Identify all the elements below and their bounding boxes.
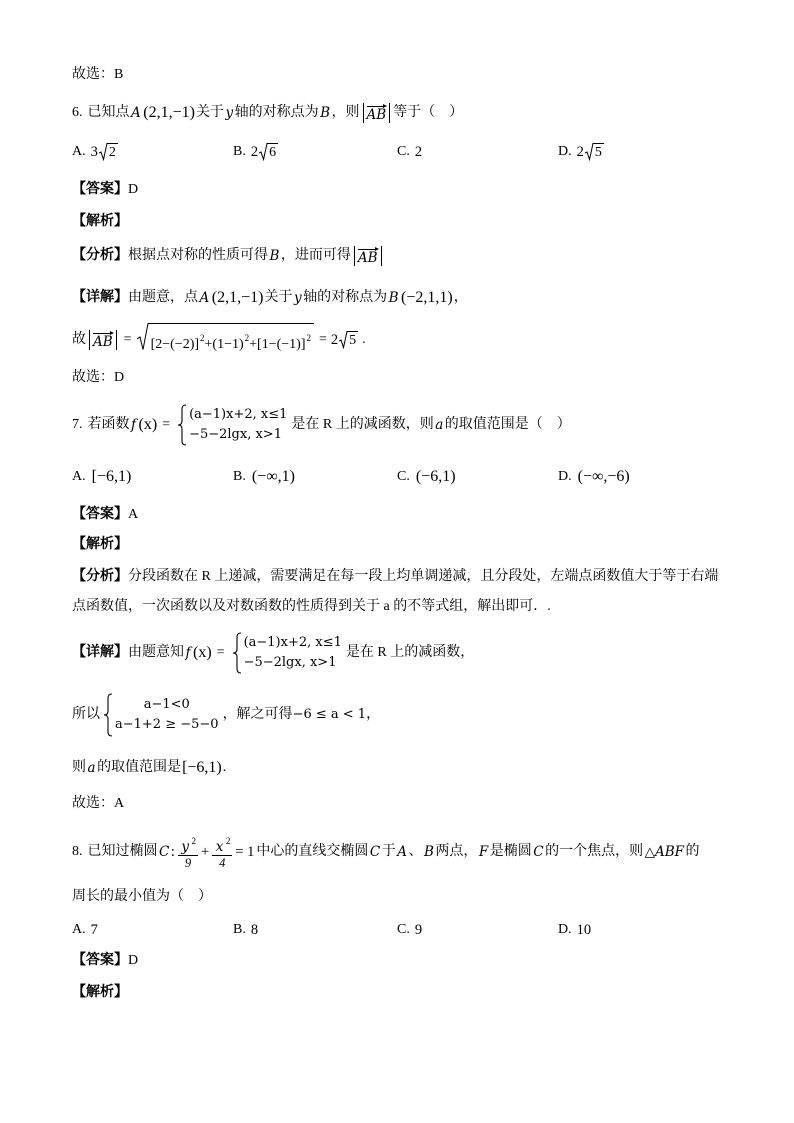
- option-letter: A.: [72, 469, 86, 484]
- vector-ab: AB: [93, 334, 113, 350]
- sqrt-expression: [137, 323, 314, 358]
- fraction-x: [212, 834, 232, 871]
- q7-option-c: [397, 467, 457, 487]
- radical-sign: [339, 331, 348, 349]
- radicand-term: [2−(−2)]: [150, 336, 200, 352]
- q8-option-d: [558, 920, 591, 940]
- left-brace: [232, 632, 242, 674]
- detail-text: 由题意知: [128, 645, 184, 660]
- equals-sign: =: [319, 332, 327, 347]
- stem-text: 的一个焦点，则: [545, 844, 644, 859]
- answer-label: 【答案】: [72, 182, 128, 197]
- stem-text: 是椭圆: [489, 844, 532, 859]
- stem-text: 轴的对称点为: [234, 105, 319, 120]
- q7-analysis-line-2: [72, 597, 551, 617]
- case-row-1: (a−1)x+2, x≤1: [189, 407, 288, 422]
- q6-option-b: [233, 142, 279, 162]
- q6-stem: [72, 103, 463, 123]
- radical-sign: [259, 143, 268, 161]
- option-coefficient: 3: [90, 144, 98, 160]
- analysis-text: 点函数值，一次函数以及对数函数的性质得到关于 a 的不等式组，解出即可．.: [72, 599, 551, 614]
- jiexi-label: 【解析】: [72, 537, 128, 552]
- q8-stem: [72, 832, 700, 872]
- option-value: 2: [414, 144, 423, 160]
- conclusion-text: 故选：A: [72, 796, 125, 811]
- detail-label: 【详解】: [72, 645, 128, 660]
- vector-magnitude: [354, 246, 382, 266]
- radicand-term: +(1−1): [204, 336, 244, 352]
- exponent: 2: [191, 835, 197, 846]
- option-value: (−6,1): [415, 468, 456, 485]
- vector-magnitude: [363, 103, 391, 123]
- detail-text: 是在 R 上的减函数，: [345, 645, 475, 660]
- q8-answer: [72, 951, 138, 971]
- stem-text: ，则: [331, 105, 360, 120]
- stem-text: 若函数: [87, 417, 130, 432]
- q7-inequality-system: [72, 690, 380, 740]
- variable-y: y: [181, 838, 190, 855]
- option-letter: B.: [233, 144, 246, 159]
- radicand: 2: [108, 145, 116, 160]
- stem-text: 等于（ ）: [393, 105, 464, 120]
- detail-text: 关于: [264, 290, 293, 305]
- stem-text: 两点，: [435, 844, 478, 859]
- radical-sign: [99, 143, 108, 161]
- ellipse-name: C: [159, 844, 170, 860]
- vector-ab: AB: [357, 250, 378, 266]
- q7-range: [72, 758, 226, 778]
- conclusion-text: 故选：D: [72, 370, 125, 385]
- answer-value: A: [128, 507, 139, 522]
- option-value: 9: [414, 922, 423, 938]
- brace-stroke: [233, 633, 241, 673]
- jiexi-label: 【解析】: [72, 214, 128, 229]
- point-b-label: B: [423, 844, 434, 860]
- vector-ab: AB: [366, 107, 387, 123]
- q6-analysis: [72, 246, 385, 266]
- equals-sign: =: [216, 645, 225, 660]
- q6-option-a: [72, 142, 119, 162]
- colon: :: [170, 844, 175, 860]
- q7-analysis-line-1: [72, 567, 718, 587]
- stem-text: 的取值范围是（ ）: [444, 417, 571, 432]
- radical-sign: [585, 143, 594, 161]
- ellipse-name: C: [369, 844, 381, 860]
- piecewise-cases: [244, 633, 342, 673]
- option-letter: C.: [397, 144, 410, 159]
- sqrt-expression: [585, 143, 604, 161]
- point-a-coords: (2,1,−1): [143, 104, 195, 121]
- analysis-label: 【分析】: [72, 248, 128, 263]
- solution-inequality: −6 ≤ a < 1: [292, 707, 367, 722]
- answer-label: 【答案】: [72, 507, 128, 522]
- analysis-text: ，进而可得: [280, 248, 351, 263]
- q8-stem-line-2: [72, 887, 212, 907]
- period: .: [222, 760, 227, 775]
- fraction-y: [178, 834, 198, 871]
- q8-option-a: [72, 920, 98, 940]
- option-letter: A.: [72, 144, 86, 159]
- answer-label: 【答案】: [72, 953, 128, 968]
- q6-detail: [72, 288, 468, 308]
- calc-prefix: 故: [72, 332, 86, 347]
- plus-sign: +: [201, 844, 210, 860]
- function-argument: (x): [138, 416, 158, 433]
- q5-conclusion: [72, 65, 123, 85]
- result-coefficient: 2: [330, 332, 339, 348]
- radicand-term: +[1−(−1)]: [249, 336, 306, 352]
- axis-label: y: [293, 290, 302, 306]
- radicand: [149, 323, 314, 358]
- option-value: 8: [250, 922, 259, 938]
- option-coefficient: 2: [576, 144, 584, 160]
- answer-value: D: [128, 182, 139, 197]
- option-value: [−6,1): [91, 468, 132, 485]
- stem-text: 中心的直线交椭圆: [256, 844, 369, 859]
- fraction-numerator: [212, 834, 232, 856]
- system-row-1: a−1<0: [143, 697, 190, 712]
- detail-text: ，: [366, 707, 381, 722]
- q6-jiexi: [72, 212, 128, 232]
- point-b-coords: (−2,1,1): [401, 289, 453, 306]
- option-letter: D.: [558, 922, 572, 937]
- point-b-label: B: [320, 105, 330, 121]
- q6-option-c: [397, 142, 422, 162]
- option-letter: C.: [397, 922, 410, 937]
- axis-label: y: [225, 105, 234, 121]
- detail-text: 轴的对称点为: [303, 290, 388, 305]
- exponent: 2: [306, 332, 311, 343]
- option-letter: D.: [558, 144, 572, 159]
- stem-text: 的: [685, 844, 700, 859]
- so-prefix: 所以: [72, 707, 100, 722]
- radicand: 5: [594, 145, 602, 160]
- q7-option-d: [558, 467, 631, 487]
- detail-text: ，解之可得: [222, 707, 293, 722]
- question-number: 6.: [72, 105, 83, 120]
- q7-stem: [72, 400, 571, 450]
- vector-magnitude: [89, 330, 117, 350]
- sqrt-expression: [339, 331, 358, 349]
- range-value: [−6,1): [182, 759, 222, 776]
- radical-sign: [137, 323, 149, 351]
- option-coefficient: 2: [250, 144, 259, 160]
- variable-x: x: [215, 838, 224, 855]
- q7-option-a: [72, 467, 132, 487]
- option-letter: C.: [397, 469, 410, 484]
- radical-stroke: [259, 144, 268, 160]
- system-row-2: a−1+2 ≥ −5−0: [115, 717, 219, 732]
- q8-option-c: [397, 920, 422, 940]
- q7-jiexi: [72, 535, 128, 555]
- brace-stroke: [104, 694, 112, 736]
- variable-a: a: [87, 760, 96, 776]
- fraction-numerator: [178, 834, 198, 856]
- detail-text: 由题意，点: [128, 290, 198, 305]
- case-row-1: (a−1)x+2, x≤1: [243, 635, 342, 650]
- answer-value: D: [128, 953, 139, 968]
- radical-stroke: [339, 332, 348, 348]
- range-text: 的取值范围是: [97, 760, 182, 775]
- q6-answer: [72, 180, 138, 200]
- equals-sign: =: [123, 332, 132, 347]
- radical-stroke: [99, 144, 108, 160]
- radicand: 6: [269, 145, 277, 160]
- stem-text: 、: [408, 844, 423, 859]
- q8-option-b: [233, 920, 258, 940]
- ellipse-name: C: [533, 844, 544, 860]
- period: .: [362, 332, 366, 347]
- point-a-label: A: [397, 844, 407, 860]
- variable-a: a: [435, 417, 444, 433]
- system-rows: [115, 695, 219, 735]
- stem-text: 已知点: [87, 105, 130, 120]
- stem-text: 于: [381, 844, 396, 859]
- jiexi-label: 【解析】: [72, 985, 128, 1000]
- point-b-label: B: [269, 248, 280, 264]
- question-number: 8.: [72, 844, 83, 859]
- point-a-label: A: [199, 290, 210, 306]
- equals-sign: =: [162, 417, 171, 432]
- stem-text: 关于: [195, 105, 224, 120]
- exponent: 2: [225, 835, 231, 846]
- fraction-denominator: 9: [184, 855, 192, 870]
- case-row-2: −5−2lgx, x>1: [189, 427, 282, 442]
- exponent: 2: [244, 332, 250, 343]
- case-row-2: −5−2lgx, x>1: [243, 655, 337, 670]
- detail-text: ，: [453, 290, 468, 305]
- q7-option-b: [233, 467, 296, 487]
- function-name: f: [131, 417, 136, 433]
- function-name: f: [185, 645, 191, 661]
- q6-option-d: [558, 142, 605, 162]
- detail-label: 【详解】: [72, 290, 128, 305]
- point-a-label: A: [131, 105, 141, 121]
- exponent: 2: [200, 332, 205, 343]
- option-value: 7: [90, 922, 98, 938]
- stem-text: 已知过椭圆: [87, 844, 158, 859]
- radical-stroke: [585, 144, 594, 160]
- q6-calculation: [72, 325, 366, 355]
- option-letter: A.: [72, 922, 86, 937]
- stem-text: 是在 R 上的减函数，则: [291, 417, 434, 432]
- point-b-label: B: [388, 290, 399, 306]
- equals-one: = 1: [235, 844, 255, 860]
- question-number: 7.: [72, 417, 83, 432]
- focus-label: F: [478, 844, 489, 860]
- option-letter: B.: [233, 922, 246, 937]
- brace-stroke: [178, 405, 186, 445]
- range-prefix: 则: [72, 760, 86, 775]
- radical-stroke: [137, 323, 149, 349]
- triangle-label: △ABF: [644, 844, 685, 860]
- q8-jiexi: [72, 983, 128, 1003]
- option-value: 10: [576, 922, 592, 938]
- radicand: 5: [349, 333, 357, 348]
- point-a-coords: (2,1,−1): [211, 289, 264, 306]
- option-value: (−∞,−6): [577, 468, 630, 485]
- function-argument: (x): [193, 644, 212, 661]
- analysis-text: 分段函数在 R 上递减，需要满足在每一段上均单调递减，且分段处，左端点函数值大于等于右端: [128, 569, 719, 584]
- stem-text: 周长的最小值为（ ）: [72, 889, 212, 904]
- piecewise-cases: [189, 405, 287, 445]
- option-letter: D.: [558, 469, 572, 484]
- left-brace: [103, 693, 113, 737]
- fraction-denominator: 4: [219, 855, 226, 870]
- sqrt-expression: [99, 143, 118, 161]
- left-brace: [177, 404, 187, 446]
- analysis-text: 根据点对称的性质可得: [128, 248, 268, 263]
- q7-detail: [72, 628, 474, 678]
- analysis-label: 【分析】: [72, 569, 128, 584]
- q7-conclusion: [72, 794, 124, 814]
- sqrt-expression: [259, 143, 278, 161]
- conclusion-text: 故选：B: [72, 67, 124, 82]
- q7-answer: [72, 505, 138, 525]
- option-letter: B.: [233, 469, 246, 484]
- q6-conclusion: [72, 368, 124, 388]
- option-value: (−∞,1): [251, 468, 295, 485]
